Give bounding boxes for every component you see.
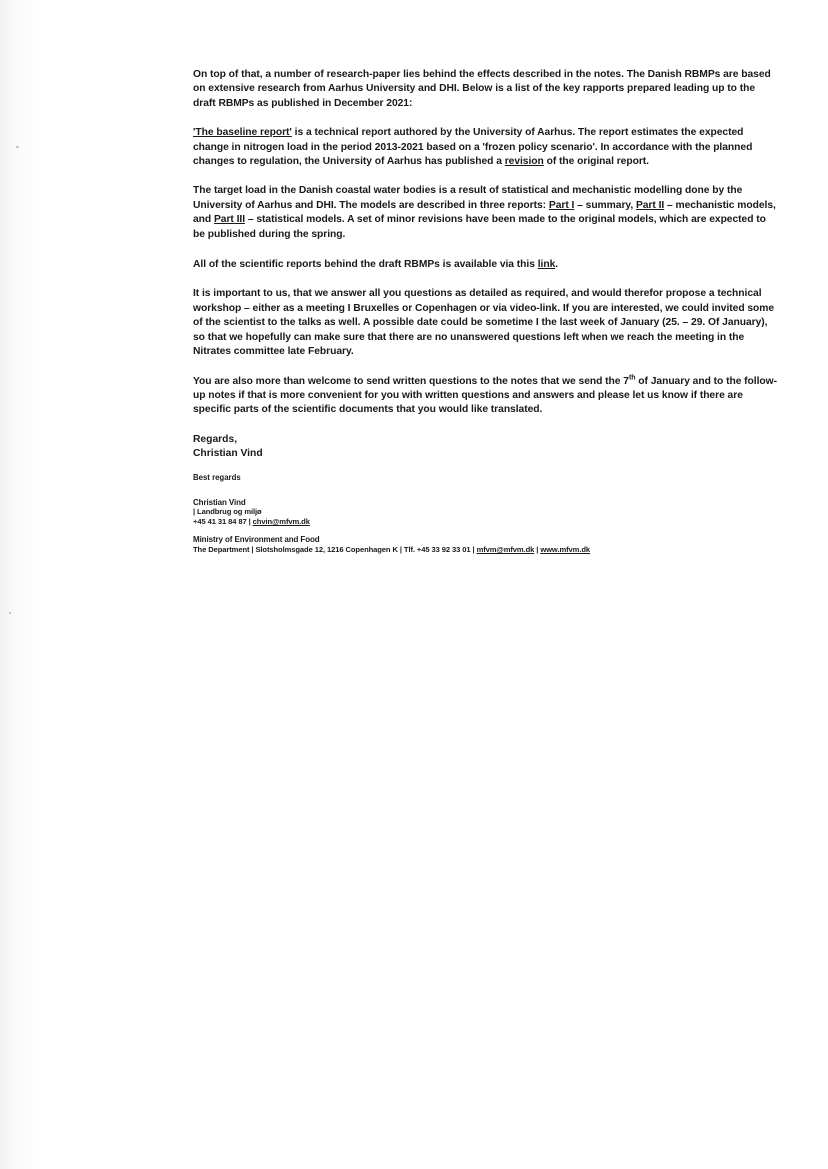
revision-link[interactable]: revision — [504, 156, 544, 168]
paragraph-text: – mechanistic models, and — [193, 199, 776, 226]
organization-contact — [193, 545, 778, 555]
scan-shadow-edge — [0, 0, 40, 1169]
part-3-link[interactable]: Part III — [213, 214, 246, 226]
signature-phone: +45 41 31 84 87 | — [193, 516, 253, 526]
paragraph-research-intro — [193, 68, 778, 111]
signature-department: | Landbrug og miljø — [193, 507, 262, 517]
closing-name: Christian Vind — [193, 448, 263, 460]
paragraph-target-load — [193, 184, 778, 242]
paragraph-text: On top of that, a number of research-paper lies behind the effects described in the notes. The Danish RBMPs are based on extensive research from Aarhus University and DHI. Below is a list of the key rapports prepared leading up to the draft RBMPs as published in December 2021: — [193, 69, 771, 109]
signature-contact — [193, 517, 778, 527]
superscript-th: th — [628, 374, 636, 382]
baseline-report-link[interactable]: 'The baseline report' — [193, 127, 292, 139]
organization-email-link[interactable]: mfvm@mfvm.dk — [476, 544, 535, 554]
paragraph-text: – summary, — [574, 199, 636, 211]
paragraph-text: of the original report. — [543, 156, 649, 168]
closing-block — [193, 433, 778, 462]
organization-name: Ministry of Environment and Food — [193, 535, 320, 545]
paragraph-text: . — [555, 259, 559, 271]
part-1-link[interactable]: Part I — [548, 199, 575, 211]
paragraph-text: The target load in the Danish coastal water bodies is a result of statistical and mechanistic modelling done by the University of Aarhus and DHI. The models are described in three reports: — [193, 185, 743, 211]
paragraph-text: All of the scientific reports behind the draft RBMPs is available via this — [193, 259, 538, 271]
scan-speck — [9, 612, 11, 614]
paragraph-workshop-proposal — [193, 287, 778, 359]
separator: | — [534, 544, 541, 554]
scan-speck — [16, 146, 19, 148]
paragraph-text: It is important to us, that we answer all you questions as detailed as required, and would therefor propose a technical workshop – either as a meeting I Bruxelles or Copenhagen or via video-link. If you are interested, we could invited some of the scientist to the talks as well. A possible date could be sometime I the last week of January (25. – 29. Of January), so that we hopefully can make sure that there are no unanswered questions left when we reach the meeting in the Nitrates committee late February. — [193, 288, 775, 358]
signature-email-link[interactable]: chvin@mfvm.dk — [252, 516, 310, 526]
paragraph-written-questions — [193, 375, 778, 418]
organization-address: The Department | Slotsholmsgade 12, 1216 Copenhagen K | Tlf. +45 33 92 33 01 | — [193, 544, 477, 554]
paragraph-scientific-reports — [193, 258, 778, 272]
best-regards: Best regards — [193, 472, 241, 482]
paragraph-text: You are also more than welcome to send written questions to the notes that we send the 7 — [193, 375, 629, 387]
paragraph-text: of January and to the follow-up notes if that is more convenient for you with written questions and answers and please let us know if there are specific parts of the scientific documents that you would like translated. — [193, 375, 777, 416]
paragraph-baseline-report — [193, 126, 778, 169]
signature-person — [193, 498, 778, 527]
signature-organization — [193, 535, 778, 554]
closing-regards: Regards, — [193, 433, 238, 445]
paragraph-text: is a technical report authored by the University of Aarhus. The report estimates the expected change in nitrogen load in the period 2013-2021 based on a 'frozen policy scenario'. In accordance with the planned changes to regulation, the University of Aarhus has published a — [193, 127, 753, 168]
paragraph-text: – statistical models. A set of minor revisions have been made to the original models, which are expected to be published during the spring. — [193, 214, 766, 240]
part-2-link[interactable]: Part II — [635, 199, 665, 211]
signature-name: Christian Vind — [193, 497, 246, 507]
reports-link[interactable]: link — [537, 259, 556, 271]
letter-body — [193, 68, 778, 564]
organization-website-link[interactable]: www.mfvm.dk — [540, 544, 590, 554]
